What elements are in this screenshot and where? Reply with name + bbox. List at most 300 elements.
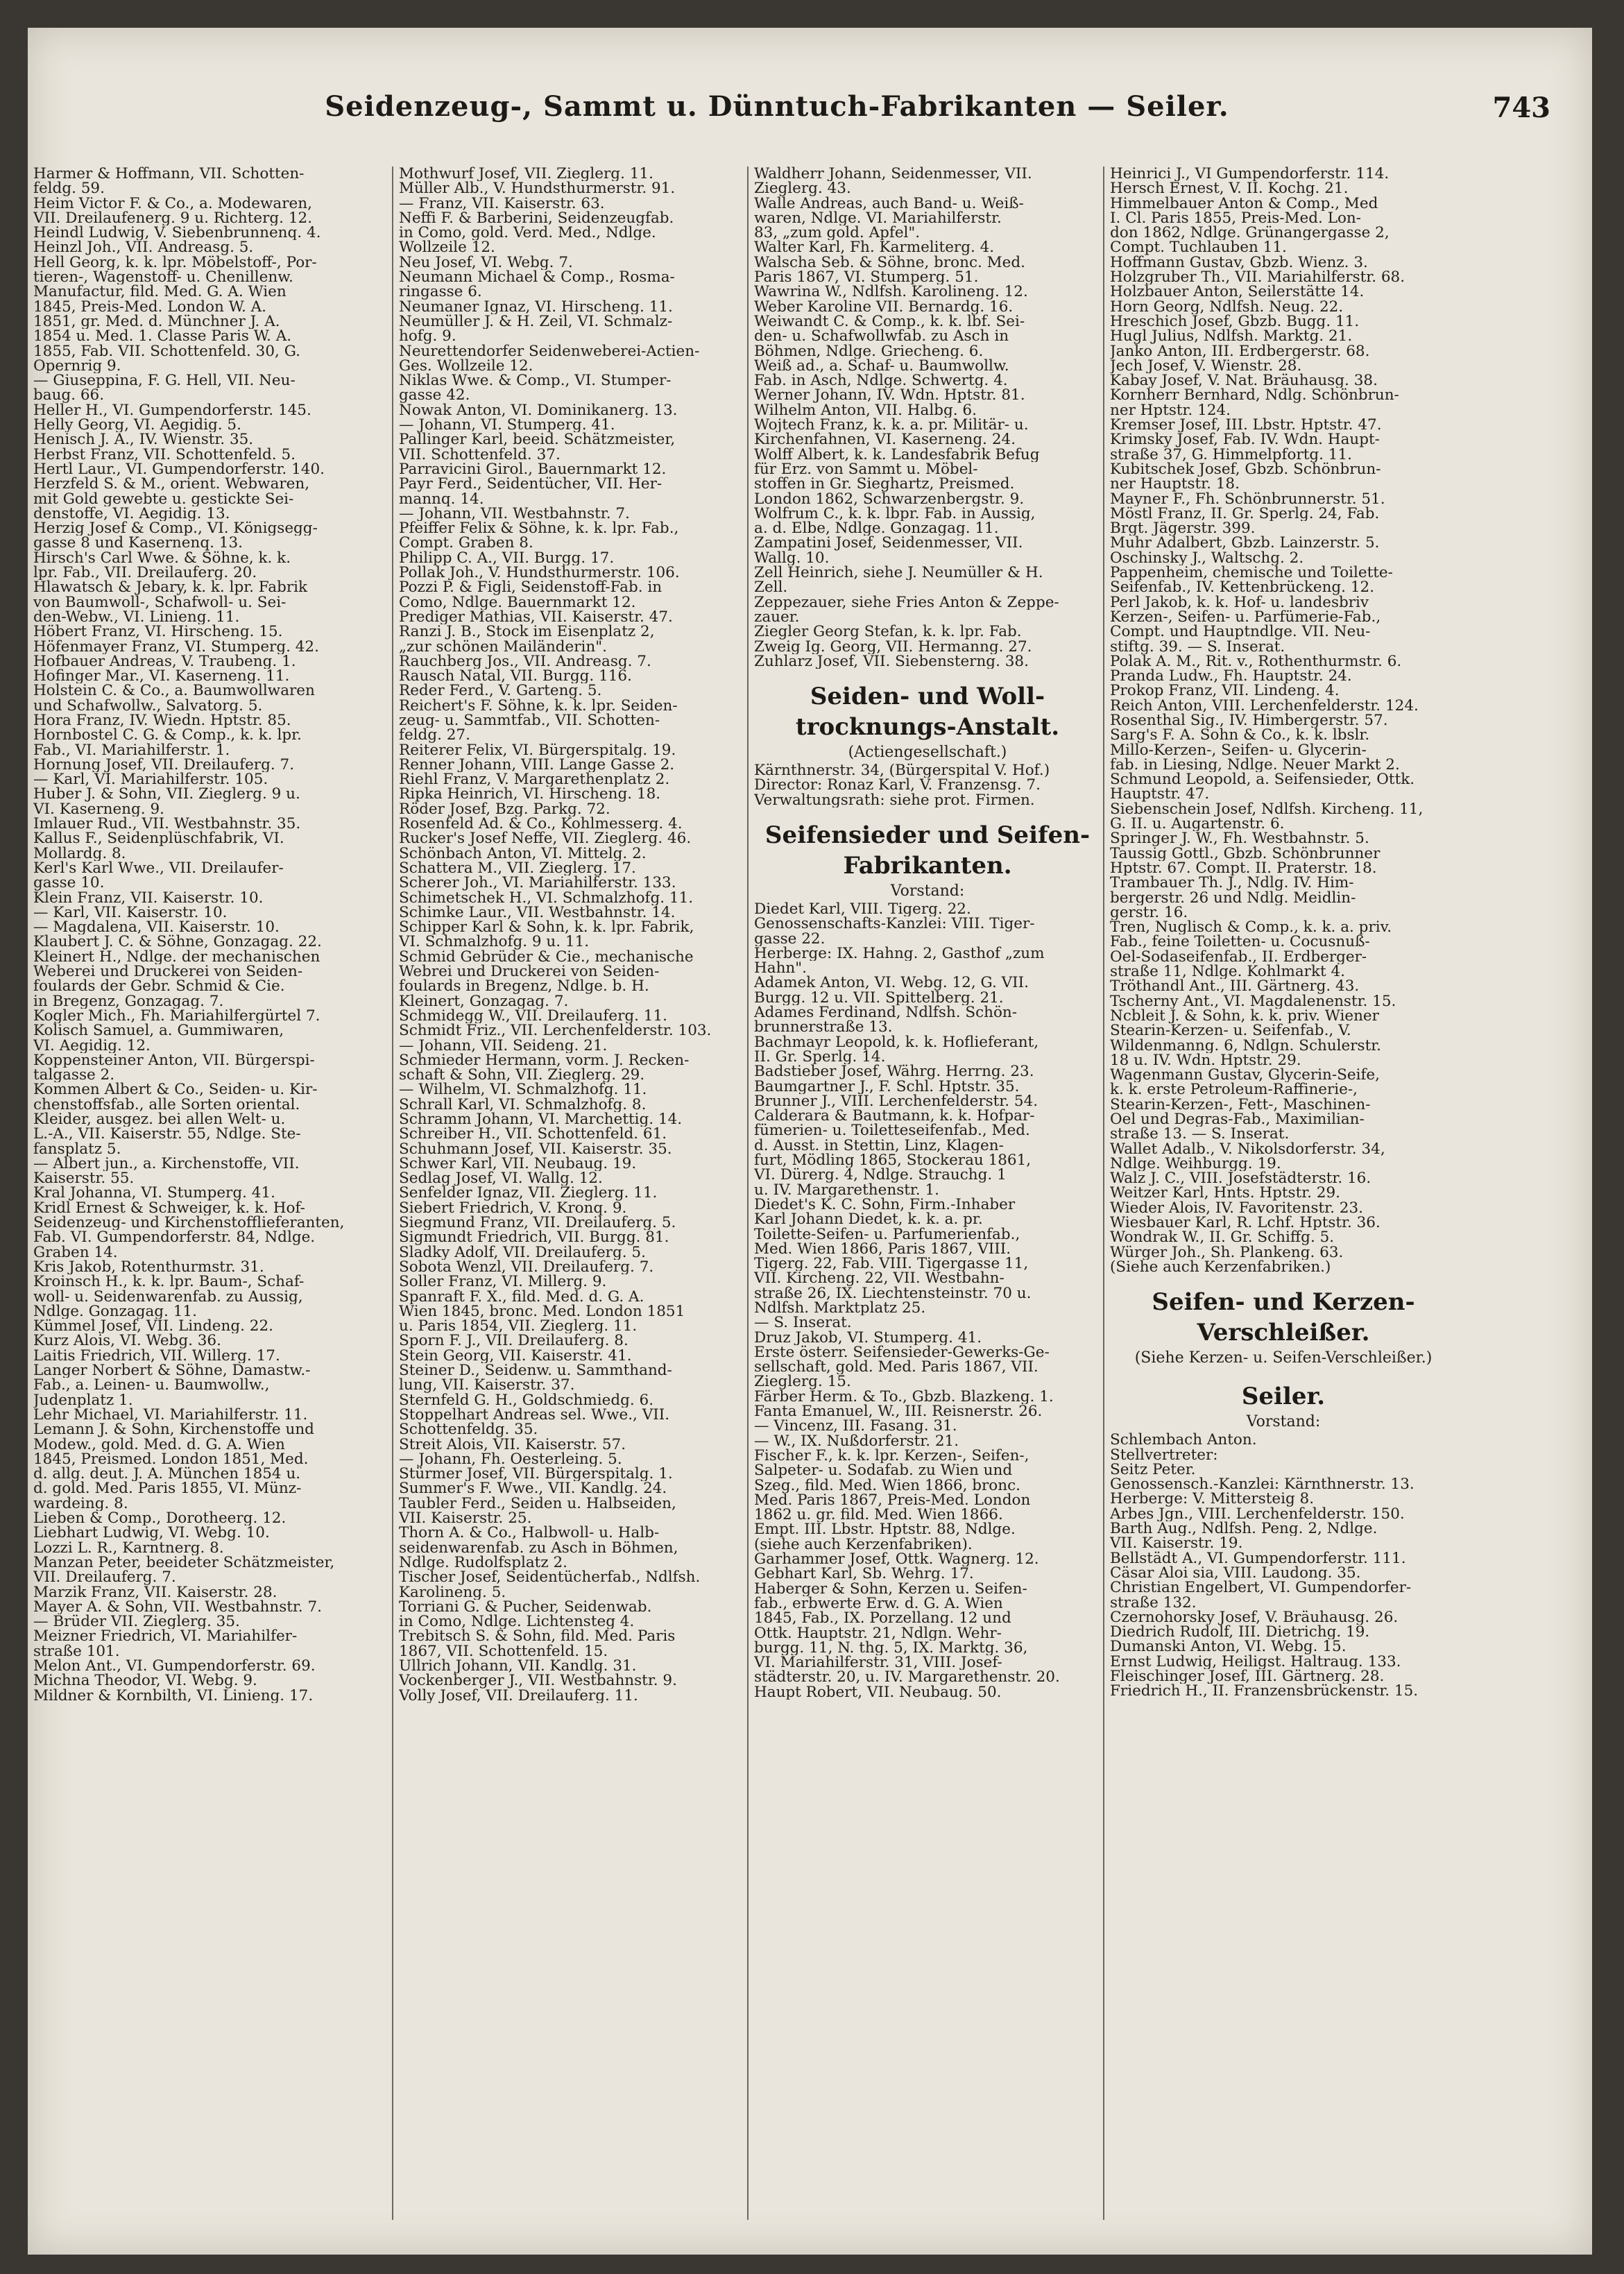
directory-entry: straße 37, G. Himmelpfortg. 11. xyxy=(1110,447,1352,462)
directory-entry: Tigerg. 22, Fab. VIII. Tigergasse 11, xyxy=(754,1256,1029,1272)
directory-entry: Reiterer Felix, VI. Bürgerspitalg. 19. xyxy=(399,742,676,758)
directory-entry: Arbes Jgn., VIII. Lerchenfelderstr. 150. xyxy=(1110,1506,1405,1522)
directory-entry: Reder Ferd., V. Garteng. 5. xyxy=(399,683,602,699)
directory-entry: bergerstr. 26 und Ndlg. Meidlin- xyxy=(1110,890,1356,905)
directory-entry: 1845, Preis-Med. London W. A. xyxy=(33,299,267,314)
directory-entry: VII. Kaiserstr. 19. xyxy=(1110,1536,1243,1551)
directory-entry: — Wilhelm, VI. Schmalzhofg. 11. xyxy=(399,1082,647,1097)
directory-entry: 18 u. IV. Wdn. Hptstr. 29. xyxy=(1110,1052,1301,1068)
directory-entry: Diedet Karl, VIII. Tigerg. 22. xyxy=(754,901,971,917)
directory-entry: Hell Georg, k. k. lpr. Möbelstoff-, Por- xyxy=(33,255,317,271)
directory-entry: Zweig Ig. Georg, VII. Hermanng. 27. xyxy=(754,639,1032,654)
directory-entry: Helly Georg, VI. Aegidig. 5. xyxy=(33,418,241,433)
directory-entry: Wawrina W., Ndlfsh. Karolineng. 12. xyxy=(754,284,1028,300)
directory-entry: Salpeter- u. Sodafab. zu Wien und xyxy=(754,1463,1013,1478)
directory-entry: Zampatini Josef, Seidenmesser, VII. xyxy=(754,536,1023,551)
directory-entry: Polak A. M., Rit. v., Rothenthurmstr. 6. xyxy=(1110,653,1402,669)
directory-entry: Harmer & Hoffmann, VII. Schotten- xyxy=(33,166,305,182)
directory-entry: Klein Franz, VII. Kaiserstr. 10. xyxy=(33,890,264,905)
page-number: 743 xyxy=(1492,92,1550,124)
directory-entry: VI. Aegidig. 12. xyxy=(33,1038,151,1053)
directory-entry: Payr Ferd., Seidentücher, VII. Her- xyxy=(399,477,663,492)
directory-entry: Renner Johann, VIII. Lange Gasse 2. xyxy=(399,757,675,773)
directory-entry: — Giuseppina, F. G. Hell, VII. Neu- xyxy=(33,373,296,388)
column-divider xyxy=(747,166,749,2220)
directory-entry: Taubler Ferd., Seiden u. Halbseiden, xyxy=(399,1496,676,1512)
directory-entry: Schrall Karl, VI. Schmalzhofg. 8. xyxy=(399,1097,647,1112)
directory-entry: Ottk. Hauptstr. 21, Ndlgn. Wehr- xyxy=(754,1625,1002,1641)
directory-entry: Jech Josef, V. Wienstr. 28. xyxy=(1110,358,1302,374)
directory-entry: VII. Kircheng. 22, VII. Westbahn- xyxy=(754,1271,1005,1286)
directory-entry: Ziegler Georg Stefan, k. k. lpr. Fab. xyxy=(754,624,1022,640)
directory-entry: Seitz Peter. xyxy=(1110,1462,1196,1478)
directory-entry: Höbert Franz, VI. Hirscheng. 15. xyxy=(33,624,283,640)
directory-entry: Bellstädt A., VI. Gumpendorferstr. 111. xyxy=(1110,1550,1406,1566)
directory-entry: Parravicini Girol., Bauernmarkt 12. xyxy=(399,461,667,477)
directory-entry: waren, Ndlge. VI. Mariahilferstr. xyxy=(754,210,1002,226)
directory-entry: Hoffmann Gustav, Gbzb. Wienz. 3. xyxy=(1110,255,1368,271)
directory-entry: Fab., feine Toiletten- u. Cocusnuß- xyxy=(1110,934,1370,950)
directory-entry: feldg. 59. xyxy=(33,181,105,196)
directory-entry: Opernrig 9. xyxy=(33,358,121,374)
directory-entry: Millo-Kerzen-, Seifen- u. Glycerin- xyxy=(1110,742,1367,758)
directory-entry: Weitzer Karl, Hnts. Hptstr. 29. xyxy=(1110,1186,1340,1201)
directory-entry: Toilette-Seifen- u. Parfumerienfab., xyxy=(754,1226,1020,1242)
directory-entry: gerstr. 16. xyxy=(1110,905,1188,921)
section-subtitle: (Actiengesellschaft.) xyxy=(848,744,1007,762)
directory-entry: Stein Georg, VII. Kaiserstr. 41. xyxy=(399,1348,632,1364)
directory-entry: straße 132. xyxy=(1110,1595,1197,1610)
directory-entry: Wagenmann Gustav, Glycerin-Seife, xyxy=(1110,1068,1380,1083)
directory-entry: Schwer Karl, VII. Neubaug. 19. xyxy=(399,1156,637,1172)
directory-entry: Wondrak W., II. Gr. Schiffg. 5. xyxy=(1110,1230,1335,1245)
directory-entry: in Como, Ndlge. Lichtensteg 4. xyxy=(399,1614,635,1630)
directory-entry: Stoppelhart Andreas sel. Wwe., VII. xyxy=(399,1407,670,1423)
directory-entry: (Siehe auch Kerzenfabriken.) xyxy=(1110,1259,1331,1275)
column-divider xyxy=(1103,166,1104,2220)
directory-entry: Sladky Adolf, VII. Dreilauferg. 5. xyxy=(399,1245,646,1260)
directory-entry: mannq. 14. xyxy=(399,491,484,506)
directory-entry: burgg. 11, N. thg. 5, IX. Marktg. 36, xyxy=(754,1640,1028,1656)
directory-entry: Vockenberger J., VII. Westbahnstr. 9. xyxy=(399,1673,677,1689)
directory-entry: Ncbleit J. & Sohn, k. k. priv. Wiener xyxy=(1110,1008,1379,1024)
directory-entry: baug. 66. xyxy=(33,388,105,403)
directory-entry: Oel und Degras-Fab., Maximilian- xyxy=(1110,1112,1365,1127)
directory-entry: Schlembach Anton. xyxy=(1110,1433,1257,1448)
directory-entry: Ndlge. Weihburgg. 19. xyxy=(1110,1156,1281,1172)
directory-entry: Wien 1845, bronc. Med. London 1851 xyxy=(399,1303,685,1319)
directory-entry: fümerien- u. Toiletteseifenfab., Med. xyxy=(754,1123,1030,1138)
directory-entry: Webrei und Druckerei von Seiden- xyxy=(399,964,660,980)
directory-entry: Summer's F. Wwe., VII. Kandlg. 24. xyxy=(399,1481,667,1496)
directory-entry: Diedrich Rudolf, III. Dietrichg. 19. xyxy=(1110,1625,1370,1640)
directory-entry: VI. Dürerg. 4, Ndlge. Strauchg. 1 xyxy=(754,1168,1007,1183)
directory-entry: (siehe auch Kerzenfabriken). xyxy=(754,1537,973,1553)
directory-entry: Laitis Friedrich, VII. Willerg. 17. xyxy=(33,1348,280,1364)
directory-entry: Volly Josef, VII. Dreilauferg. 11. xyxy=(399,1688,638,1703)
directory-entry: Rosenfeld Ad. & Co., Kohlmesserg. 4. xyxy=(399,817,683,832)
directory-entry: Adames Ferdinand, Ndlfsh. Schön- xyxy=(754,1005,1018,1020)
directory-entry: Kirchenfahnen, VI. Kaserneng. 24. xyxy=(754,432,1016,447)
directory-entry: Burgg. 12 u. VII. Spittelberg. 21. xyxy=(754,990,1004,1006)
directory-entry: Genossenschafts-Kanzlei: VIII. Tiger- xyxy=(754,916,1035,932)
directory-entry: Zieglerg. 15. xyxy=(754,1374,851,1390)
directory-entry: VII. Dreilaufenerg. 9 u. Richterg. 12. xyxy=(33,210,313,226)
directory-entry: Krimsky Josef, Fab. IV. Wdn. Haupt- xyxy=(1110,432,1380,447)
directory-entry: feldg. 27. xyxy=(399,728,470,743)
directory-entry: Schimetschek H., VI. Schmalzhofg. 11. xyxy=(399,890,694,905)
directory-entry: Schmund Leopold, a. Seifensieder, Ottk. xyxy=(1110,772,1415,787)
directory-entry: Rausch Natal, VII. Burgg. 116. xyxy=(399,669,632,684)
directory-entry: tieren-, Wagenstoff- u. Chenillenw. xyxy=(33,270,293,285)
directory-entry: straße 26, IX. Liechtensteinstr. 70 u. xyxy=(754,1285,1032,1301)
directory-entry: Oschinsky J., Waltschg. 2. xyxy=(1110,550,1304,566)
directory-entry: Erste österr. Seifensieder-Gewerks-Ge- xyxy=(754,1344,1050,1360)
directory-entry: Kommen Albert & Co., Seiden- u. Kir- xyxy=(33,1082,318,1097)
directory-entry: — Franz, VII. Kaiserstr. 63. xyxy=(399,196,605,211)
directory-entry: Heindl Ludwig, V. Siebenbrunnenq. 4. xyxy=(33,225,321,241)
section-heading: trocknungs-Anstalt. xyxy=(795,713,1060,742)
directory-entry: Schattera M., VII. Zieglerg. 17. xyxy=(399,860,636,876)
directory-entry: Herbst Franz, VII. Schottenfeld. 5. xyxy=(33,447,296,462)
directory-entry: in Bregenz, Gonzagag. 7. xyxy=(33,993,224,1009)
directory-entry: Walz J. C., VIII. Josefstädterstr. 16. xyxy=(1110,1171,1371,1186)
directory-entry: chenstoffsfab., alle Sorten oriental. xyxy=(33,1097,300,1112)
directory-entry: Hora Franz, IV. Wiedn. Hptstr. 85. xyxy=(33,712,291,728)
directory-entry: Muhr Adalbert, Gbzb. Lainzerstr. 5. xyxy=(1110,536,1380,551)
directory-entry: Hauptstr. 47. xyxy=(1110,787,1210,802)
directory-entry: Diedet's K. C. Sohn, Firm.-Inhaber xyxy=(754,1197,1016,1213)
directory-entry: Manzan Peter, beeideter Schätzmeister, xyxy=(33,1555,335,1571)
directory-entry: Werner Johann, IV. Wdn. Hptstr. 81. xyxy=(754,388,1025,403)
directory-entry: G. II. u. Augartenstr. 6. xyxy=(1110,817,1285,832)
directory-entry: in Como, gold. Verd. Med., Ndlge. xyxy=(399,225,656,241)
entry-list xyxy=(754,166,1101,669)
directory-entry: Wojtech Franz, k. k. a. pr. Militär- u. xyxy=(754,418,1029,433)
directory-entry: Stearin-Kerzen-, Fett-, Maschinen- xyxy=(1110,1097,1371,1112)
directory-entry: Heim Victor F. & Co., a. Modewaren, xyxy=(33,196,312,211)
directory-entry: Wieder Alois, IV. Favoritenstr. 23. xyxy=(1110,1200,1363,1216)
directory-entry: Kornherr Bernhard, Ndlg. Schönbrun- xyxy=(1110,388,1399,403)
directory-entry: Kerzen-, Seifen- u. Parfümerie-Fab., xyxy=(1110,609,1381,625)
directory-entry: Rauchberg Jos., VII. Andreasg. 7. xyxy=(399,653,651,669)
directory-entry: sellschaft, gold. Med. Paris 1867, VII. xyxy=(754,1360,1038,1375)
directory-entry: Möstl Franz, II. Gr. Sperlg. 24, Fab. xyxy=(1110,506,1380,522)
directory-entry: Modew., gold. Med. d. G. A. Wien xyxy=(33,1437,285,1452)
directory-entry: a. d. Elbe, Ndlge. Gonzagag. 11. xyxy=(754,521,999,536)
directory-entry: Pranda Ludw., Fh. Hauptstr. 24. xyxy=(1110,669,1352,684)
directory-entry: Szeg., fild. Med. Wien 1866, bronc. xyxy=(754,1478,1020,1493)
directory-entry: Seidenzeug- und Kirchenstofflieferanten, xyxy=(33,1215,345,1231)
directory-entry: Springer J. W., Fh. Westbahnstr. 5. xyxy=(1110,831,1369,846)
entry-list xyxy=(1110,166,1457,1274)
directory-entry: Empt. III. Lbstr. Hptstr. 88, Ndlge. xyxy=(754,1522,1016,1537)
directory-entry: Pozzi P. & Figli, Seidenstoff-Fab. in xyxy=(399,580,663,595)
section-heading: Verschleißer. xyxy=(1197,1319,1370,1347)
directory-entry: Lemann J. & Sohn, Kirchenstoffe und xyxy=(33,1422,314,1437)
directory-entry: — Albert jun., a. Kirchenstoffe, VII. xyxy=(33,1156,300,1172)
directory-entry: Pollak Joh., V. Hundsthurmerstr. 106. xyxy=(399,565,680,581)
directory-entry: Soller Franz, VI. Millerg. 9. xyxy=(399,1274,607,1290)
directory-entry: Klaubert J. C. & Söhne, Gonzagag. 22. xyxy=(33,934,322,950)
directory-entry: Compt. und Hauptndlge. VII. Neu- xyxy=(1110,624,1371,640)
directory-entry: Czernohorsky Josef, V. Bräuhausg. 26. xyxy=(1110,1609,1399,1625)
directory-entry: Böhmen, Ndlge. Griecheng. 6. xyxy=(754,343,984,359)
directory-entry: Hirsch's Carl Wwe. & Söhne, k. k. xyxy=(33,550,291,566)
directory-entry: woll- u. Seidenwarenfab. zu Aussig, xyxy=(33,1289,303,1304)
directory-entry: Rucker's Josef Neffe, VII. Zieglerg. 46. xyxy=(399,831,692,846)
directory-entry: Adamek Anton, VI. Webg. 12, G. VII. xyxy=(754,975,1029,991)
directory-entry: Pfeiffer Felix & Söhne, k. k. lpr. Fab., xyxy=(399,521,679,536)
directory-entry: Mayner F., Fh. Schönbrunnerstr. 51. xyxy=(1110,491,1385,506)
entry-list xyxy=(33,166,380,1703)
directory-entry: seidenwarenfab. zu Asch in Böhmen, xyxy=(399,1540,678,1555)
directory-entry: Seifenfab., IV. Kettenbrückeng. 12. xyxy=(1110,580,1375,595)
directory-entry: Pallinger Karl, beeid. Schätzmeister, xyxy=(399,432,676,447)
directory-entry: Torriani G. & Pucher, Seidenwab. xyxy=(399,1599,652,1615)
directory-entry: Graben 14. xyxy=(33,1245,118,1260)
directory-entry: Schimke Laur., VII. Westbahnstr. 14. xyxy=(399,905,676,921)
directory-entry: Weberei und Druckerei von Seiden- xyxy=(33,964,303,980)
directory-entry: Imlauer Rud., VII. Westbahnstr. 35. xyxy=(33,817,301,832)
directory-entry: straße 101. xyxy=(33,1643,120,1659)
directory-entry: Badstieber Josef, Währg. Herrng. 23. xyxy=(754,1064,1034,1079)
directory-entry: gasse 10. xyxy=(33,875,105,891)
directory-entry: Wallg. 10. xyxy=(754,550,830,566)
directory-entry: don 1862, Ndlge. Grünangergasse 2, xyxy=(1110,225,1390,241)
directory-entry: — Magdalena, VII. Kaiserstr. 10. xyxy=(33,920,280,935)
directory-entry: Fleischinger Josef, III. Gärtnerg. 28. xyxy=(1110,1669,1385,1684)
directory-entry: Janko Anton, III. Erdbergerstr. 68. xyxy=(1110,343,1370,359)
directory-entry: Schottenfeldg. 35. xyxy=(399,1422,538,1437)
directory-entry: „zur schönen Mailänderin". xyxy=(399,639,608,654)
directory-entry: Herzig Josef & Comp., VI. Königsegg- xyxy=(33,521,318,536)
directory-entry: Sigmundt Friedrich, VII. Burgg. 81. xyxy=(399,1230,669,1245)
directory-entry: städterstr. 20, u. IV. Margarethenstr. 20. xyxy=(754,1670,1060,1685)
entry-list xyxy=(754,902,1101,1700)
directory-entry: furt, Mödling 1865, Stockerau 1861, xyxy=(754,1153,1032,1168)
directory-entry: Schuhmann Josef, VII. Kaiserstr. 35. xyxy=(399,1141,672,1156)
directory-entry: Fischer F., k. k. lpr. Kerzen-, Seifen-, xyxy=(754,1448,1029,1464)
directory-entry: Kallus F., Seidenplüschfabrik, VI. xyxy=(33,831,284,846)
directory-entry: Himmelbauer Anton & Comp., Med xyxy=(1110,196,1378,211)
directory-entry: — Karl, VI. Mariahilferstr. 105. xyxy=(33,772,268,787)
directory-entry: Hptstr. 67. Compt. II. Praterstr. 18. xyxy=(1110,860,1377,876)
directory-entry: Hertl Laur., VI. Gumpendorferstr. 140. xyxy=(33,461,325,477)
directory-entry: Melon Ant., VI. Gumpendorferstr. 69. xyxy=(33,1658,316,1674)
directory-entry: 1845, Fab., IX. Porzellang. 12 und xyxy=(754,1611,1011,1626)
directory-entry: Siebert Friedrich, V. Kronq. 9. xyxy=(399,1200,627,1216)
section-heading: Seifensieder und Seifen- xyxy=(764,821,1091,849)
directory-entry: Heinzl Joh., VII. Andreasg. 5. xyxy=(33,240,254,255)
directory-entry: Hahn". xyxy=(754,961,807,976)
directory-entry: Ndlge. Rudolfsplatz 2. xyxy=(399,1555,567,1571)
directory-entry: den-Webw., VI. Linieng. 11. xyxy=(33,609,240,625)
directory-entry: Fab. VI. Gumpendorferstr. 84, Ndlge. xyxy=(33,1230,316,1245)
directory-entry: gasse 22. xyxy=(754,931,826,946)
directory-entry: denstoffe, VI. Aegidig. 13. xyxy=(33,506,230,522)
directory-entry: Walscha Seb. & Söhne, bronc. Med. xyxy=(754,255,1025,271)
entry-list xyxy=(754,763,1101,807)
directory-entry: Judenplatz 1. xyxy=(33,1392,133,1408)
directory-entry: Stürmer Josef, VII. Bürgerspitalg. 1. xyxy=(399,1467,673,1482)
directory-entry: Garhammer Josef, Ottk. Wagnerg. 12. xyxy=(754,1552,1039,1567)
directory-entry: talgasse 2. xyxy=(33,1068,115,1083)
directory-entry: Liebhart Ludwig, VI. Webg. 10. xyxy=(33,1525,270,1541)
directory-entry: Verwaltungsrath: siehe prot. Firmen. xyxy=(754,792,1035,807)
directory-entry: Schmidt Friz., VII. Lerchenfelderstr. 103. xyxy=(399,1023,712,1038)
directory-entry: Director: Ronaz Karl, V. Franzensg. 7. xyxy=(754,778,1041,793)
directory-entry: Kleinert H., Ndlge. der mechanischen xyxy=(33,949,320,965)
directory-entry: Spanraft F. X., fild. Med. d. G. A. xyxy=(399,1289,644,1304)
directory-entry: Schipper Karl & Sohn, k. k. lpr. Fabrik, xyxy=(399,920,694,935)
directory-entry: Walter Karl, Fh. Karmeliterg. 4. xyxy=(754,240,995,255)
directory-entry: Tscherny Ant., VI. Magdalenenstr. 15. xyxy=(1110,993,1396,1009)
directory-entry: Neurettendorfer Seidenweberei-Actien- xyxy=(399,343,700,359)
directory-entry: Röder Josef, Bzg. Parkg. 72. xyxy=(399,801,610,817)
directory-entry: 83, „zum gold. Apfel". xyxy=(754,225,921,241)
directory-entry: — Brüder VII. Zieglerg. 35. xyxy=(33,1614,240,1630)
directory-entry: Michna Theodor, VI. Webg. 9. xyxy=(33,1673,257,1689)
directory-entry: Mothwurf Josef, VII. Zieglerg. 11. xyxy=(399,166,653,182)
directory-entry: Walle Andreas, auch Band- u. Weiß- xyxy=(754,196,1024,211)
directory-entry: Ernst Ludwig, Heiligst. Haltraug. 133. xyxy=(1110,1654,1401,1670)
directory-entry: Mildner & Kornbilth, VI. Linieng. 17. xyxy=(33,1688,314,1703)
directory-entry: Scherer Joh., VI. Mariahilferstr. 133. xyxy=(399,875,676,891)
directory-entry: Kleider, ausgez. bei allen Welt- u. xyxy=(33,1112,286,1127)
directory-entry: Neffi F. & Barberini, Seidenzeugfab. xyxy=(399,210,674,226)
directory-entry: Höfenmayer Franz, VI. Stumperg. 42. xyxy=(33,639,319,654)
directory-entry: Horn Georg, Ndlfsh. Neug. 22. xyxy=(1110,299,1344,314)
directory-entry: Tröthandl Ant., III. Gärtnerg. 43. xyxy=(1110,979,1360,994)
directory-entry: Meizner Friedrich, VI. Mariahilfer- xyxy=(33,1629,298,1644)
directory-entry: foulards in Bregenz, Ndlge. b. H. xyxy=(399,979,649,994)
directory-entry: Christian Engelbert, VI. Gumpendorfer- xyxy=(1110,1580,1412,1596)
directory-entry: fab. in Liesing, Ndlge. Neuer Markt 2. xyxy=(1110,757,1400,773)
directory-entry: ner Hauptstr. 18. xyxy=(1110,477,1240,492)
directory-entry: Wolfrum C., k. k. lbpr. Fab. in Aussig, xyxy=(754,506,1036,522)
directory-entry: VII. Schottenfeld. 37. xyxy=(399,447,561,462)
directory-entry: Kärnthnerstr. 34, (Bürgerspital V. Hof.) xyxy=(754,763,1050,778)
directory-entry: Müller Alb., V. Hundsthurmerstr. 91. xyxy=(399,181,676,196)
directory-entry: d. Ausst. in Stettin, Linz, Klagen- xyxy=(754,1138,1004,1154)
page-header xyxy=(28,90,1592,146)
directory-entry: Haberger & Sohn, Kerzen u. Seifen- xyxy=(754,1581,1027,1596)
directory-entry: Zell. xyxy=(754,580,788,595)
directory-entry: Holzgruber Th., VII. Mariahilferstr. 68. xyxy=(1110,270,1405,285)
directory-entry: Zieglerg. 43. xyxy=(754,181,851,196)
directory-entry: gasse 42. xyxy=(399,388,470,403)
directory-entry: k. k. erste Petroleum-Raffinerie-, xyxy=(1110,1082,1358,1097)
column-divider xyxy=(392,166,393,2220)
directory-entry: Heller H., VI. Gumpendorferstr. 145. xyxy=(33,402,311,418)
directory-entry: 1854 u. Med. 1. Classe Paris W. A. xyxy=(33,329,292,344)
directory-entry: Trebitsch S. & Sohn, fild. Med. Paris xyxy=(399,1629,676,1644)
directory-entry: Färber Herm. & To., Gbzb. Blazkeng. 1. xyxy=(754,1389,1054,1405)
directory-entry: Brunner J., VIII. Lerchenfelderstr. 54. xyxy=(754,1093,1038,1109)
directory-entry: stoffen in Gr. Sieghartz, Preismed. xyxy=(754,477,1015,492)
directory-entry: — Karl, VII. Kaiserstr. 10. xyxy=(33,905,228,921)
directory-entry: lpr. Fab., VII. Dreilauferg. 20. xyxy=(33,565,257,581)
directory-entry: den- u. Schafwollwfab. zu Asch in xyxy=(754,329,1009,344)
directory-entry: Pappenheim, chemische und Toilette- xyxy=(1110,565,1393,581)
directory-entry: Lehr Michael, VI. Mariahilferstr. 11. xyxy=(33,1407,308,1423)
section-heading: Fabrikanten. xyxy=(843,851,1012,880)
directory-entry: Hlawatsch & Jebary, k. k. lpr. Fabrik xyxy=(33,580,308,595)
directory-entry: Schönbach Anton, VI. Mittelg. 2. xyxy=(399,846,647,861)
section-heading: Seifen- und Kerzen- xyxy=(1152,1288,1415,1317)
directory-entry: Druz Jakob, VI. Stumperg. 41. xyxy=(754,1330,982,1345)
directory-entry: — Johann, VII. Westbahnstr. 7. xyxy=(399,506,630,522)
directory-entry: Zell Heinrich, siehe J. Neumüller & H. xyxy=(754,565,1043,581)
directory-entry: Compt. Graben 8. xyxy=(399,536,533,551)
directory-entry: Philipp C. A., VII. Burgg. 17. xyxy=(399,550,615,566)
directory-entry: wardeing. 8. xyxy=(33,1496,128,1512)
directory-entry: Rosenthal Sig., IV. Himbergerstr. 57. xyxy=(1110,712,1388,728)
directory-entry: Reich Anton, VIII. Lerchenfelderstr. 124. xyxy=(1110,698,1419,713)
directory-entry: 1862 u. gr. fild. Med. Wien 1866. xyxy=(754,1507,1003,1523)
directory-entry: Streit Alois, VII. Kaiserstr. 57. xyxy=(399,1437,626,1452)
directory-entry: II. Gr. Sperlg. 14. xyxy=(754,1049,886,1065)
directory-entry: Ndlfsh. Marktplatz 25. xyxy=(754,1301,926,1316)
directory-entry: Sedlag Josef, VI. Wallg. 12. xyxy=(399,1171,603,1186)
directory-entry: Wollzeile 12. xyxy=(399,240,495,255)
directory-entry: Dumanski Anton, VI. Webg. 15. xyxy=(1110,1639,1347,1655)
directory-entry: Schmieder Hermann, vorm. J. Recken- xyxy=(399,1052,690,1068)
directory-entry: 1855, Fab. VII. Schottenfeld. 30, G. xyxy=(33,343,300,359)
directory-entry: I. Cl. Paris 1855, Preis-Med. Lon- xyxy=(1110,210,1362,226)
directory-entry: Kaiserstr. 55. xyxy=(33,1171,135,1186)
page-title: Seidenzeug-, Sammt u. Dünntuch-Fabrikanten — Seiler. xyxy=(325,90,1229,123)
directory-entry: Friedrich H., II. Franzensbrückenstr. 15. xyxy=(1110,1684,1419,1699)
directory-entry: Kümmel Josef, VII. Lindeng. 22. xyxy=(33,1319,273,1334)
directory-entry: Karl Johann Diedet, k. k. a. pr. xyxy=(754,1212,983,1227)
directory-entry: Schramm Johann, VI. Marchettig. 14. xyxy=(399,1112,683,1127)
directory-entry: fab., erbwerte Erw. d. G. A. Wien xyxy=(754,1596,1003,1612)
directory-entry: Koppensteiner Anton, VII. Bürgerspi- xyxy=(33,1052,315,1068)
directory-entry: Prediger Mathias, VII. Kaiserstr. 47. xyxy=(399,609,673,625)
directory-entry: Kremser Josef, III. Lbstr. Hptstr. 47. xyxy=(1110,418,1382,433)
directory-entry: Brgt. Jägerstr. 399. xyxy=(1110,521,1256,536)
directory-entry: Calderara & Bautmann, k. k. Hofpar- xyxy=(754,1109,1035,1124)
directory-entry: Herzfeld S. & M., orient. Webwaren, xyxy=(33,477,310,492)
directory-entry: Herberge: V. Mittersteig 8. xyxy=(1110,1491,1315,1507)
directory-entry: Tischer Josef, Seidentücherfab., Ndlfsh. xyxy=(399,1570,701,1585)
directory-entry: Hofinger Mar., VI. Kaserneng. 11. xyxy=(33,669,290,684)
directory-entry: Stearin-Kerzen- u. Seifenfab., V. xyxy=(1110,1023,1351,1038)
directory-entry: Siegmund Franz, VII. Dreilauferg. 5. xyxy=(399,1215,676,1231)
section-subtitle: (Siehe Kerzen- u. Seifen-Verschleißer.) xyxy=(1134,1349,1433,1367)
directory-entry: Henisch J. A., IV. Wienstr. 35. xyxy=(33,432,254,447)
directory-entry: Barth Aug., Ndlfsh. Peng. 2, Ndlge. xyxy=(1110,1521,1378,1537)
directory-entry: Weiwandt C. & Comp., k. k. lbf. Sei- xyxy=(754,314,1025,330)
directory-entry: Lozzi L. R., Karntnerg. 8. xyxy=(33,1540,224,1555)
directory-entry: Kogler Mich., Fh. Mariahilfergürtel 7. xyxy=(33,1008,320,1024)
section-subtitle: Vorstand: xyxy=(1246,1413,1321,1431)
directory-entry: Tren, Nuglisch & Comp., k. k. a. priv. xyxy=(1110,920,1392,935)
entry-list xyxy=(399,166,746,1703)
directory-entry: zeug- u. Sammtfab., VII. Schotten- xyxy=(399,712,660,728)
directory-entry: Kabay Josef, V. Nat. Bräuhausg. 38. xyxy=(1110,373,1378,388)
directory-entry: Mollardg. 8. xyxy=(33,846,126,861)
column-4 xyxy=(1110,166,1457,2234)
directory-entry: L.-A., VII. Kaiserstr. 55, Ndlge. Ste- xyxy=(33,1127,301,1142)
directory-entry: Heinrici J., VI Gumpendorferstr. 114. xyxy=(1110,166,1390,182)
directory-entry: und Schafwollw., Salvatorg. 5. xyxy=(33,698,263,713)
directory-entry: Wildenmanng. 6, Ndlgn. Schulerstr. xyxy=(1110,1038,1381,1053)
directory-entry: Kleinert, Gonzagag. 7. xyxy=(399,993,569,1009)
directory-entry: Fab., VI. Mariahilferstr. 1. xyxy=(33,742,230,758)
